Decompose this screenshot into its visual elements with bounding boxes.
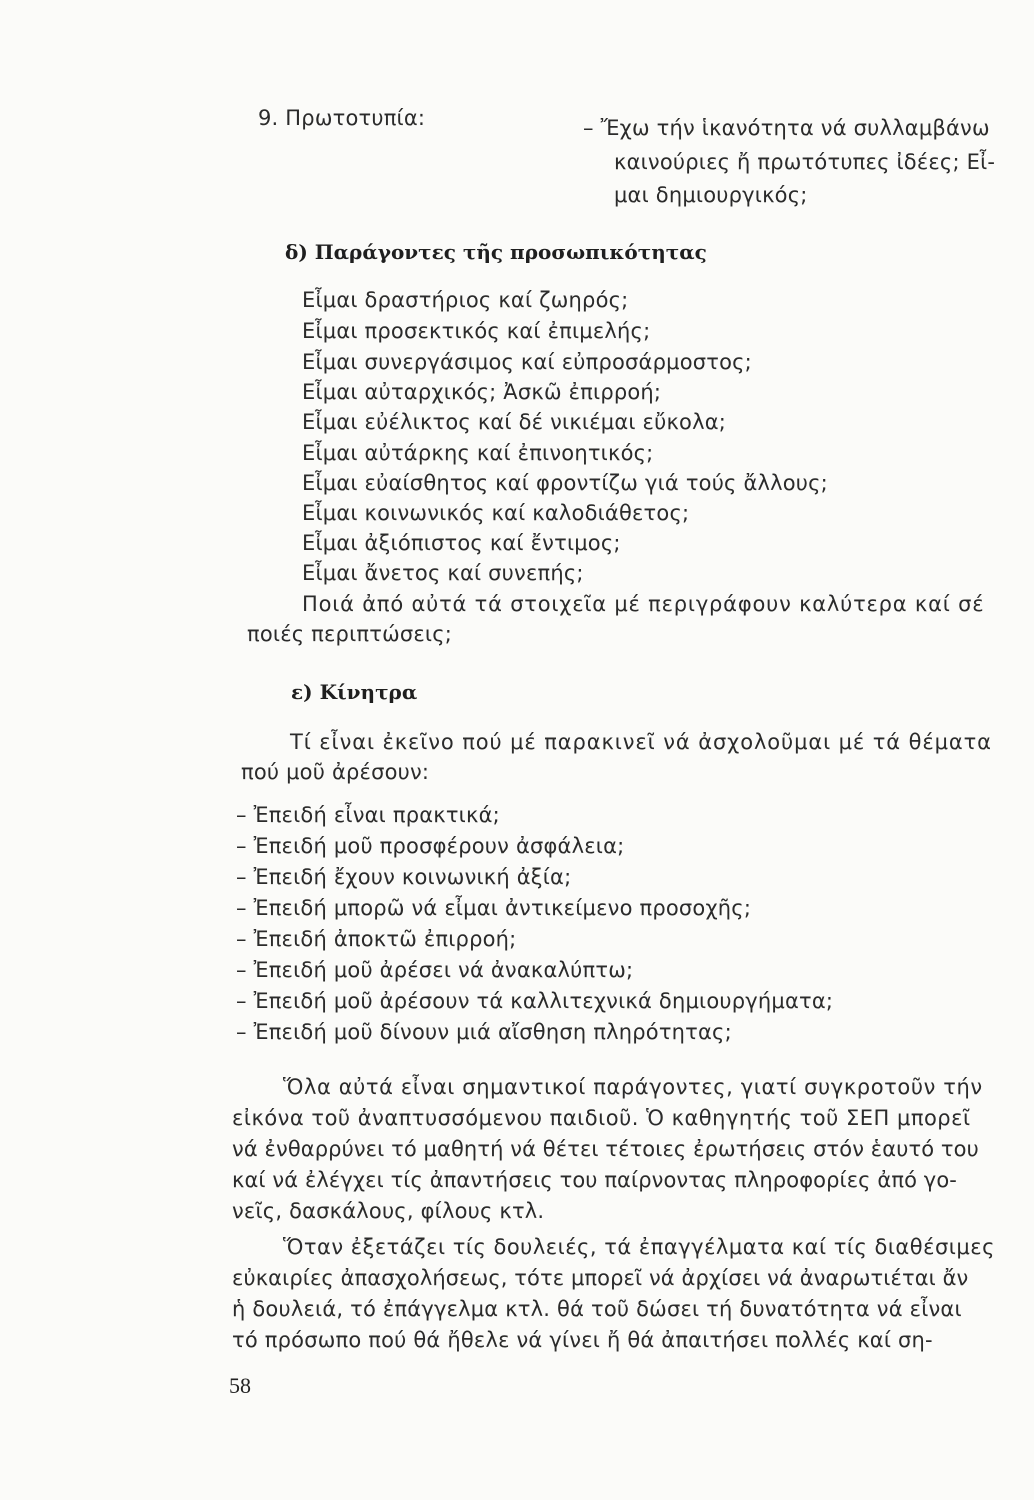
section-d-question-line-1: Ποιά ἀπό αὐτά τά στοιχεῖα μέ περιγράφουν καλύτερα καί σέ xyxy=(302,592,985,616)
section-d-line: Εἶμαι κοινωνικός καί καλοδιάθετος; xyxy=(302,501,690,525)
list-item: – Ἐπειδή μοῦ προσφέρουν ἀσφάλεια; xyxy=(236,834,625,858)
paragraph-line: νεῖς, δασκάλους, φίλους κτλ. xyxy=(232,1199,545,1223)
list-item: – Ἐπειδή ἀποκτῶ ἐπιρροή; xyxy=(236,927,517,951)
section-d-line: Εἶμαι εὐαίσθητος καί φροντίζω γιά τούς ἄλλους; xyxy=(302,471,828,495)
paragraph-line: Ὅλα αὐτά εἶναι σημαντικοί παράγοντες, γιατί συγκροτοῦν τήν xyxy=(283,1075,983,1099)
list-item: – Ἐπειδή μοῦ ἀρέσουν τά καλλιτεχνικά δημιουργήματα; xyxy=(236,989,834,1013)
section-d-line: Εἶμαι προσεκτικός καί ἐπιμελής; xyxy=(302,319,651,343)
list-item: – Ἐπειδή ἔχουν κοινωνική ἀξία; xyxy=(236,865,572,889)
item-9-label: 9. Πρωτοτυπία: xyxy=(258,106,426,130)
section-e-intro-line-1: Τί εἶναι ἐκεῖνο πού μέ παρακινεῖ νά ἀσχολοῦμαι μέ τά θέματα xyxy=(290,730,992,754)
list-item: – Ἐπειδή μοῦ ἀρέσει νά ἀνακαλύπτω; xyxy=(236,958,634,982)
section-d-line: Εἶμαι συνεργάσιμος καί εὐπροσάρμοστος; xyxy=(302,350,752,374)
section-d-line: Εἶμαι ἄνετος καί συνεπής; xyxy=(302,561,584,585)
paragraph-line: καί νά ἐλέγχει τίς ἀπαντήσεις του παίρνοντας πληροφορίες ἀπό γο- xyxy=(232,1168,957,1192)
paragraph-line: ἡ δουλειά, τό ἐπάγγελμα κτλ. θά τοῦ δώσει τή δυνατότητα νά εἶναι xyxy=(232,1297,962,1321)
section-d-line: Εἶμαι αὐτάρκης καί ἐπινοητικός; xyxy=(302,441,654,465)
section-d-line: Εἶμαι δραστήριος καί ζωηρός; xyxy=(302,288,629,312)
section-d-line: Εἶμαι εὐέλικτος καί δέ νικιέμαι εὔκολα; xyxy=(302,410,727,434)
item-9-line-2: καινούριες ἤ πρωτότυπες ἰδέες; Εἶ- xyxy=(614,150,996,174)
section-d-question-line-2: ποιές περιπτώσεις; xyxy=(247,622,453,646)
page-number: 58 xyxy=(229,1373,251,1398)
section-e-intro-line-2: πού μοῦ ἀρέσουν: xyxy=(241,760,430,784)
paragraph-line: τό πρόσωπο πού θά ἤθελε νά γίνει ἤ θά ἀπαιτήσει πολλές καί ση- xyxy=(232,1328,933,1352)
paragraph-line: Ὅταν ἐξετάζει τίς δουλειές, τά ἐπαγγέλματα καί τίς διαθέσιμες xyxy=(283,1235,995,1259)
list-item: – Ἐπειδή μοῦ δίνουν μιά αἴσθηση πληρότητας; xyxy=(236,1020,732,1044)
paragraph-line: νά ἐνθαρρύνει τό μαθητή νά θέτει τέτοιες ἐρωτήσεις στόν ἑαυτό του xyxy=(232,1137,979,1161)
list-item: – Ἐπειδή εἶναι πρακτικά; xyxy=(236,803,500,827)
section-e-heading: ε) Κίνητρα xyxy=(291,680,418,704)
paragraph-line: εἰκόνα τοῦ ἀναπτυσσόμενου παιδιοῦ. Ὁ καθηγητής τοῦ ΣΕΠ μπορεῖ xyxy=(232,1106,971,1130)
list-item: – Ἐπειδή μπορῶ νά εἶμαι ἀντικείμενο προσοχῆς; xyxy=(236,896,752,920)
section-d-heading: δ) Παράγοντες τῆς προσωπικότητας xyxy=(285,240,707,264)
paragraph-line: εὐκαιρίες ἀπασχολήσεως, τότε μπορεῖ νά ἀρχίσει νά ἀναρωτιέται ἄν xyxy=(232,1266,969,1290)
section-d-line: Εἶμαι ἀξιόπιστος καί ἔντιμος; xyxy=(302,531,621,555)
section-d-line: Εἶμαι αὐταρχικός; Ἀσκῶ ἐπιρροή; xyxy=(302,380,662,404)
item-9-line-3: μαι δημιουργικός; xyxy=(614,183,808,207)
item-9-line-1: – Ἔχω τήν ἱκανότητα νά συλλαμβάνω xyxy=(583,116,990,140)
